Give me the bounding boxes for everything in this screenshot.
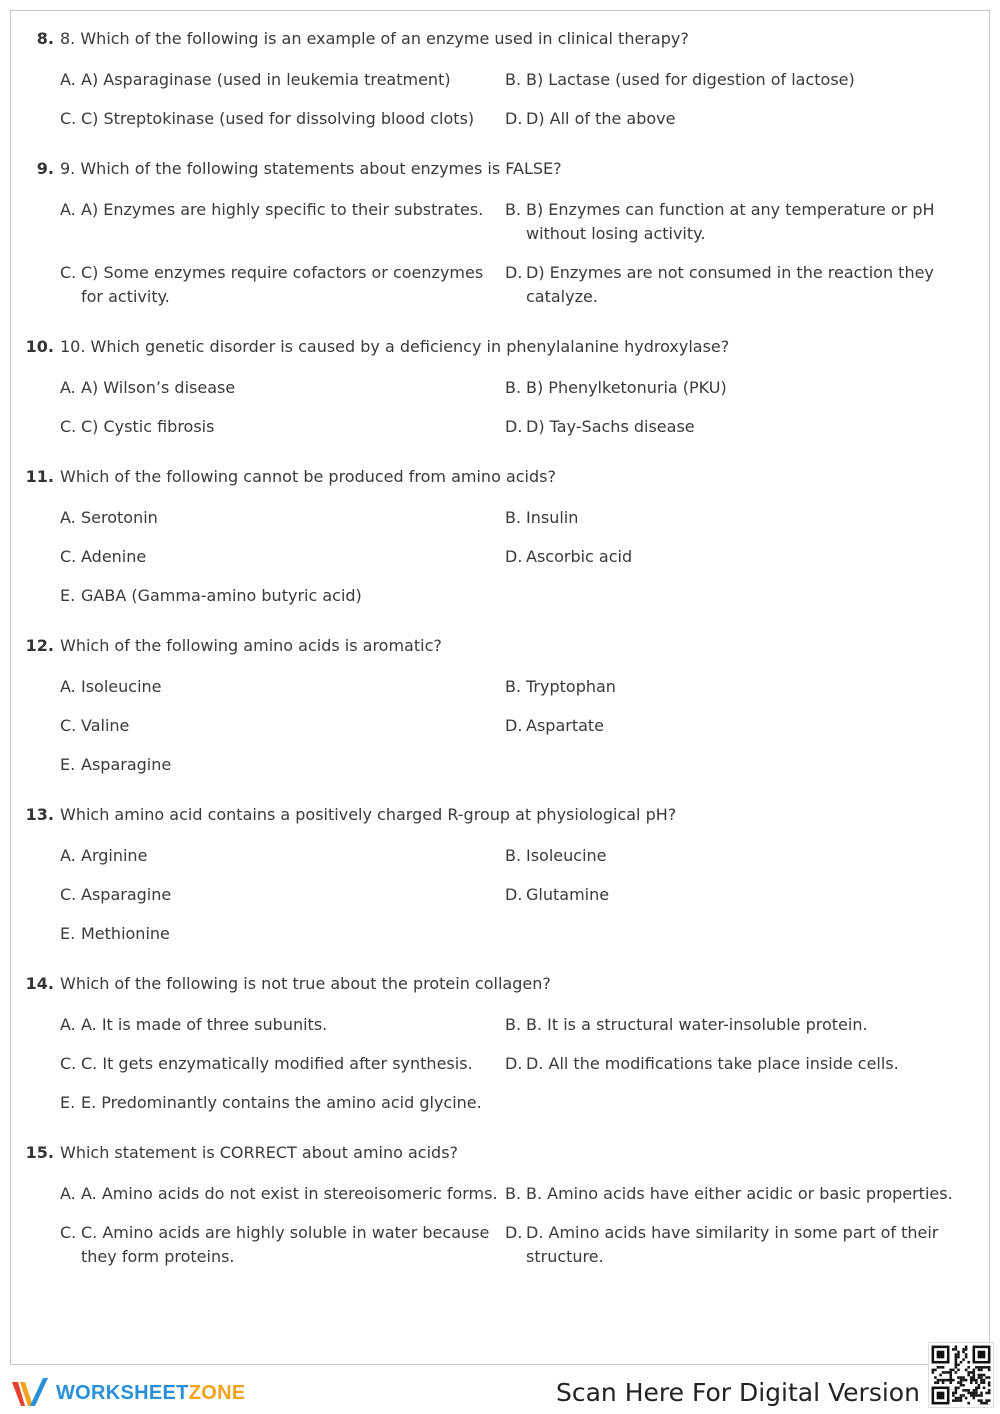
option-letter: E. [60, 924, 76, 943]
question-header [10, 804, 980, 826]
option-letter: C. [60, 417, 77, 436]
question-header [10, 158, 980, 180]
question-text: Which statement is CORRECT about amino acids? [60, 1143, 459, 1162]
option-letter: C. [60, 885, 77, 904]
option-text: C. It gets enzymatically modified after synthesis. [81, 1054, 473, 1073]
question-header [10, 635, 980, 657]
option-text: Methionine [81, 924, 170, 943]
option-letter: C. [60, 547, 77, 566]
option-text: B) Lactase (used for digestion of lactose) [526, 70, 855, 89]
question-text: 9. Which of the following statements about enzymes is FALSE? [60, 159, 562, 178]
question-13 [10, 804, 980, 961]
answer-option[interactable] [505, 415, 965, 439]
option-letter: C. [60, 1223, 77, 1242]
answer-option[interactable] [60, 584, 505, 608]
option-letter: B. [505, 1015, 522, 1034]
question-10 [10, 336, 980, 454]
question-11 [10, 466, 980, 623]
logo-text-worksheet: WORKSHEET [56, 1381, 189, 1404]
question-number: 9. [36, 159, 54, 178]
option-text: Glutamine [526, 885, 610, 904]
answer-options [60, 1013, 980, 1130]
scan-here-text: Scan Here For Digital Version [556, 1378, 920, 1407]
option-text: GABA (Gamma-amino butyric acid) [81, 586, 362, 605]
logo-text-zone: ZONE [188, 1381, 246, 1404]
question-header [10, 466, 980, 488]
option-text: A. It is made of three subunits. [81, 1015, 328, 1034]
answer-options [60, 1182, 980, 1284]
question-number: 14. [25, 974, 54, 993]
option-letter: E. [60, 1093, 76, 1112]
option-text: Arginine [81, 846, 148, 865]
question-header [10, 28, 980, 50]
option-text: C) Some enzymes require cofactors or coenzymes for activity. [81, 263, 484, 306]
option-text: D. Amino acids have similarity in some part of their structure. [526, 1223, 939, 1266]
logo-w-icon [10, 1376, 52, 1410]
option-text: B. Amino acids have either acidic or basic properties. [526, 1184, 953, 1203]
answer-options [60, 844, 980, 961]
answer-option[interactable] [505, 107, 965, 131]
question-text: 8. Which of the following is an example of an enzyme used in clinical therapy? [60, 29, 689, 48]
question-12 [10, 635, 980, 792]
option-letter: B. [505, 846, 522, 865]
question-14 [10, 973, 980, 1130]
answer-option[interactable] [505, 1052, 965, 1076]
option-text: Insulin [526, 508, 579, 527]
answer-option[interactable] [505, 675, 965, 699]
answer-option[interactable] [60, 415, 505, 439]
option-letter: B. [505, 1184, 522, 1203]
question-15 [10, 1142, 980, 1284]
option-text: D) Tay-Sachs disease [526, 417, 695, 436]
answer-option[interactable] [60, 922, 505, 946]
question-header [10, 1142, 980, 1164]
qr-code[interactable] [928, 1342, 994, 1408]
option-text: A) Wilson’s disease [81, 378, 236, 397]
option-letter: B. [505, 677, 522, 696]
option-letter: E. [60, 755, 76, 774]
option-text: E. Predominantly contains the amino acid glycine. [81, 1093, 482, 1112]
option-letter: C. [60, 1054, 77, 1073]
answer-option[interactable] [60, 198, 505, 246]
option-text: Aspartate [526, 716, 605, 735]
option-text: A) Enzymes are highly specific to their substrates. [81, 200, 484, 219]
worksheetzone-logo [10, 1376, 245, 1410]
option-letter: B. [505, 378, 522, 397]
answer-options [60, 198, 980, 324]
question-8 [10, 28, 980, 146]
option-text: Asparagine [81, 885, 172, 904]
question-header [10, 336, 980, 358]
option-letter: E. [60, 586, 76, 605]
option-letter: D. [505, 109, 523, 128]
answer-option[interactable] [60, 376, 505, 400]
answer-option[interactable] [60, 714, 505, 738]
answer-option[interactable] [505, 376, 965, 400]
question-text: Which of the following is not true about the protein collagen? [60, 974, 551, 993]
option-text: C. Amino acids are highly soluble in water because they form proteins. [81, 1223, 490, 1266]
option-text: Tryptophan [526, 677, 616, 696]
option-text: Valine [81, 716, 130, 735]
answer-option[interactable] [60, 753, 505, 777]
answer-option[interactable] [505, 261, 965, 309]
option-text: B) Phenylketonuria (PKU) [526, 378, 727, 397]
answer-option[interactable] [60, 506, 505, 530]
option-letter: B. [505, 200, 522, 219]
option-text: B. It is a structural water-insoluble protein. [526, 1015, 868, 1034]
answer-option[interactable] [505, 545, 965, 569]
option-letter: C. [60, 263, 77, 282]
option-letter: D. [505, 263, 523, 282]
answer-option[interactable] [60, 883, 505, 907]
option-letter: C. [60, 716, 77, 735]
answer-options [60, 506, 980, 623]
option-letter: B. [505, 508, 522, 527]
option-letter: A. [60, 200, 76, 219]
question-number: 12. [25, 636, 54, 655]
option-text: Asparagine [81, 755, 172, 774]
option-letter: A. [60, 508, 76, 527]
option-text: Ascorbic acid [526, 547, 633, 566]
option-letter: A. [60, 1015, 76, 1034]
answer-option[interactable] [60, 1182, 505, 1206]
question-text: Which of the following amino acids is aromatic? [60, 636, 442, 655]
option-text: Adenine [81, 547, 147, 566]
option-letter: A. [60, 378, 76, 397]
answer-option[interactable] [60, 107, 505, 131]
option-text: B) Enzymes can function at any temperature or pH without losing activity. [526, 200, 935, 243]
answer-option[interactable] [505, 883, 965, 907]
answer-option[interactable] [60, 1013, 505, 1037]
answer-option[interactable] [60, 844, 505, 868]
option-letter: A. [60, 846, 76, 865]
question-header [10, 973, 980, 995]
answer-option[interactable] [505, 68, 965, 92]
question-text: Which amino acid contains a positively charged R-group at physiological pH? [60, 805, 677, 824]
option-text: A. Amino acids do not exist in stereoisomeric forms. [81, 1184, 498, 1203]
option-text: C) Streptokinase (used for dissolving blood clots) [81, 109, 475, 128]
option-letter: C. [60, 109, 77, 128]
option-letter: D. [505, 1223, 523, 1242]
answer-option[interactable] [505, 506, 965, 530]
option-letter: A. [60, 1184, 76, 1203]
question-number: 10. [25, 337, 54, 356]
option-text: D) All of the above [526, 109, 676, 128]
option-text: C) Cystic fibrosis [81, 417, 215, 436]
question-9 [10, 158, 980, 324]
answer-option[interactable] [505, 198, 965, 246]
answer-option[interactable] [505, 1221, 965, 1269]
option-letter: A. [60, 70, 76, 89]
answer-option[interactable] [505, 844, 965, 868]
answer-option[interactable] [60, 545, 505, 569]
option-text: A) Asparaginase (used in leukemia treatment) [81, 70, 451, 89]
question-text: 10. Which genetic disorder is caused by a deficiency in phenylalanine hydroxylase? [60, 337, 730, 356]
answer-option[interactable] [505, 714, 965, 738]
option-letter: D. [505, 547, 523, 566]
answer-option[interactable] [60, 261, 505, 309]
option-text: Isoleucine [526, 846, 607, 865]
option-letter: B. [505, 70, 522, 89]
option-text: Serotonin [81, 508, 158, 527]
option-letter: D. [505, 417, 523, 436]
question-number: 15. [25, 1143, 54, 1162]
question-list [10, 28, 980, 1296]
option-letter: A. [60, 677, 76, 696]
answer-option[interactable] [60, 1221, 505, 1269]
question-text: Which of the following cannot be produced from amino acids? [60, 467, 556, 486]
option-text: D) Enzymes are not consumed in the reaction they catalyze. [526, 263, 934, 306]
option-letter: D. [505, 1054, 523, 1073]
answer-option[interactable] [60, 68, 505, 92]
answer-option[interactable] [505, 1013, 965, 1037]
answer-option[interactable] [60, 1091, 505, 1115]
option-text: Isoleucine [81, 677, 162, 696]
question-number: 11. [25, 467, 54, 486]
answer-options [60, 68, 980, 146]
option-letter: D. [505, 885, 523, 904]
answer-options [60, 376, 980, 454]
question-number: 13. [25, 805, 54, 824]
answer-options [60, 675, 980, 792]
answer-option[interactable] [60, 675, 505, 699]
option-letter: D. [505, 716, 523, 735]
option-text: D. All the modifications take place inside cells. [526, 1054, 899, 1073]
answer-option[interactable] [60, 1052, 505, 1076]
answer-option[interactable] [505, 1182, 965, 1206]
question-number: 8. [36, 29, 54, 48]
